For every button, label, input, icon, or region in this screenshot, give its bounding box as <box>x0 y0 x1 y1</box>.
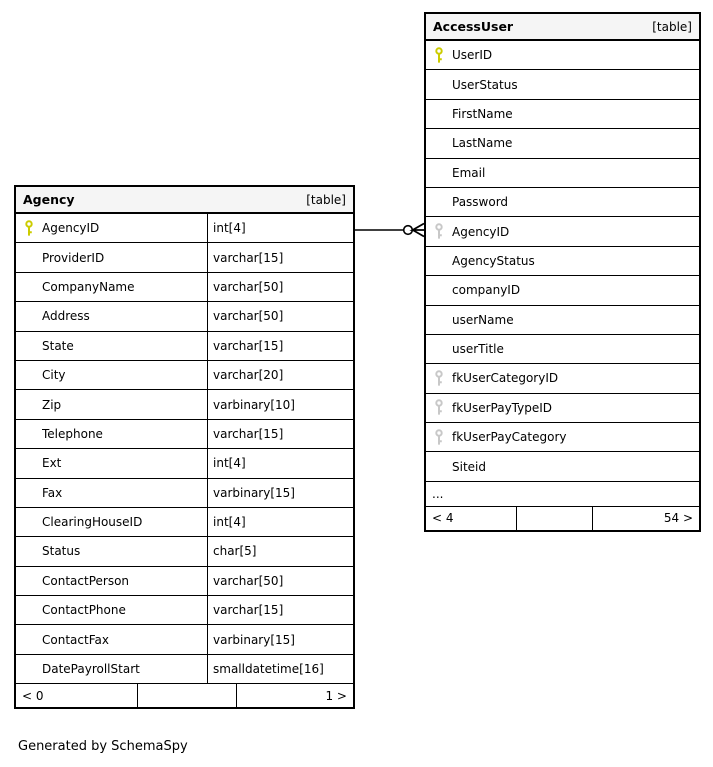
column-row <box>426 70 699 99</box>
column-row <box>16 625 353 654</box>
key-cell <box>16 479 42 507</box>
entity-table-agency <box>14 185 355 709</box>
column-row <box>426 217 699 246</box>
foreign-key-icon <box>434 223 444 240</box>
key-cell <box>16 625 42 653</box>
key-cell <box>426 41 452 69</box>
column-type: varchar[50] <box>207 567 353 595</box>
column-name: ContactPhone <box>42 603 126 618</box>
column-row <box>16 332 353 361</box>
key-cell <box>16 273 42 301</box>
column-row <box>426 129 699 158</box>
column-name: Ext <box>42 456 62 471</box>
footer-children-count: < 4 <box>432 511 454 526</box>
column-name: AgencyStatus <box>452 253 535 268</box>
column-row <box>16 420 353 449</box>
column-name: ClearingHouseID <box>42 515 143 530</box>
column-type: char[5] <box>207 537 353 565</box>
column-row <box>16 596 353 625</box>
foreign-key-icon <box>434 399 444 416</box>
column-name: ProviderID <box>42 250 105 265</box>
table-header-agency[interactable] <box>16 187 353 214</box>
column-type: varbinary[15] <box>207 479 353 507</box>
column-name: Zip <box>42 397 62 412</box>
column-type: int[4] <box>207 508 353 536</box>
column-name: fkUserPayTypeID <box>452 400 553 415</box>
table-title: Agency <box>23 192 75 207</box>
foreign-key-icon <box>434 429 444 446</box>
generator-credit: Generated by SchemaSpy <box>18 739 188 754</box>
key-cell <box>16 655 42 683</box>
truncated-columns-ellipsis: ... <box>426 482 699 507</box>
column-row <box>426 247 699 276</box>
key-cell <box>426 247 452 275</box>
column-row <box>16 243 353 272</box>
column-row <box>16 537 353 566</box>
key-cell <box>426 217 452 245</box>
key-cell <box>16 596 42 624</box>
column-row <box>426 306 699 335</box>
key-cell <box>426 335 452 363</box>
column-name: AgencyID <box>42 221 100 236</box>
column-row <box>16 302 353 331</box>
key-cell <box>426 452 452 480</box>
column-name: UserID <box>452 48 493 63</box>
table-header-accessuser[interactable] <box>426 14 699 41</box>
key-cell <box>426 276 452 304</box>
column-name: City <box>42 368 66 383</box>
column-name: State <box>42 338 74 353</box>
key-cell <box>426 159 452 187</box>
column-row <box>16 655 353 684</box>
column-row <box>426 276 699 305</box>
column-name: ContactPerson <box>42 573 130 588</box>
key-cell <box>16 449 42 477</box>
column-row <box>16 479 353 508</box>
column-name: FirstName <box>452 106 513 121</box>
column-name: Status <box>42 544 81 559</box>
column-type: int[4] <box>207 214 353 242</box>
table-badge: [table] <box>652 19 692 34</box>
entity-table-accessuser <box>424 12 701 532</box>
column-row <box>16 214 353 243</box>
column-type: varbinary[10] <box>207 390 353 418</box>
column-type: varchar[15] <box>207 332 353 360</box>
column-name: fkUserCategoryID <box>452 371 559 386</box>
column-row <box>16 273 353 302</box>
footer-middle-cell <box>137 684 237 707</box>
key-cell <box>426 306 452 334</box>
column-name: Siteid <box>452 459 486 474</box>
column-type: int[4] <box>207 449 353 477</box>
column-name: companyID <box>452 283 521 298</box>
column-row <box>426 188 699 217</box>
footer-middle-cell <box>516 507 593 530</box>
column-name: Telephone <box>42 426 103 441</box>
column-name: userName <box>452 312 514 327</box>
column-row <box>426 394 699 423</box>
column-row <box>16 449 353 478</box>
table-title: AccessUser <box>433 19 514 34</box>
key-cell <box>16 567 42 595</box>
key-cell <box>16 508 42 536</box>
footer-parents-count: 1 > <box>325 688 347 703</box>
column-row <box>426 364 699 393</box>
column-name: Fax <box>42 485 63 500</box>
key-cell <box>426 188 452 216</box>
key-cell <box>16 243 42 271</box>
key-cell <box>426 364 452 392</box>
key-cell <box>426 394 452 422</box>
key-cell <box>16 390 42 418</box>
column-type: varchar[15] <box>207 420 353 448</box>
column-type: varchar[20] <box>207 361 353 389</box>
column-row <box>426 423 699 452</box>
column-row <box>16 361 353 390</box>
column-name: Password <box>452 195 509 210</box>
foreign-key-icon <box>434 370 444 387</box>
column-row <box>16 567 353 596</box>
column-type: varchar[15] <box>207 243 353 271</box>
column-row <box>426 41 699 70</box>
table-footer <box>16 684 353 707</box>
column-row <box>426 100 699 129</box>
table-badge: [table] <box>306 192 346 207</box>
key-cell <box>16 537 42 565</box>
column-row <box>16 390 353 419</box>
crow-foot-arrow <box>413 224 424 237</box>
column-type: varchar[50] <box>207 302 353 330</box>
column-row <box>426 335 699 364</box>
column-name: Address <box>42 309 90 324</box>
column-name: fkUserPayCategory <box>452 430 567 445</box>
column-name: LastName <box>452 136 513 151</box>
primary-key-icon <box>434 47 444 64</box>
key-cell <box>16 302 42 330</box>
key-cell <box>16 332 42 360</box>
zero-circle-symbol <box>404 226 413 235</box>
key-cell <box>426 423 452 451</box>
table-footer <box>426 507 699 530</box>
column-name: CompanyName <box>42 279 135 294</box>
column-name: AgencyID <box>452 224 510 239</box>
column-row <box>426 159 699 188</box>
column-type: varchar[50] <box>207 273 353 301</box>
column-name: Email <box>452 165 486 180</box>
column-type: smalldatetime[16] <box>207 655 353 683</box>
column-name: userTitle <box>452 342 504 357</box>
column-type: varbinary[15] <box>207 625 353 653</box>
column-list <box>426 41 699 482</box>
primary-key-icon <box>24 220 34 237</box>
column-row <box>16 508 353 537</box>
column-list <box>16 214 353 684</box>
column-row <box>426 452 699 481</box>
column-name: DatePayrollStart <box>42 662 140 677</box>
key-cell <box>426 100 452 128</box>
key-cell <box>16 214 42 242</box>
footer-children-count: < 0 <box>22 688 44 703</box>
key-cell <box>426 129 452 157</box>
key-cell <box>426 70 452 98</box>
footer-parents-count: 54 > <box>663 511 693 526</box>
column-name: UserStatus <box>452 77 518 92</box>
key-cell <box>16 361 42 389</box>
key-cell <box>16 420 42 448</box>
column-name: ContactFax <box>42 632 109 647</box>
column-type: varchar[15] <box>207 596 353 624</box>
